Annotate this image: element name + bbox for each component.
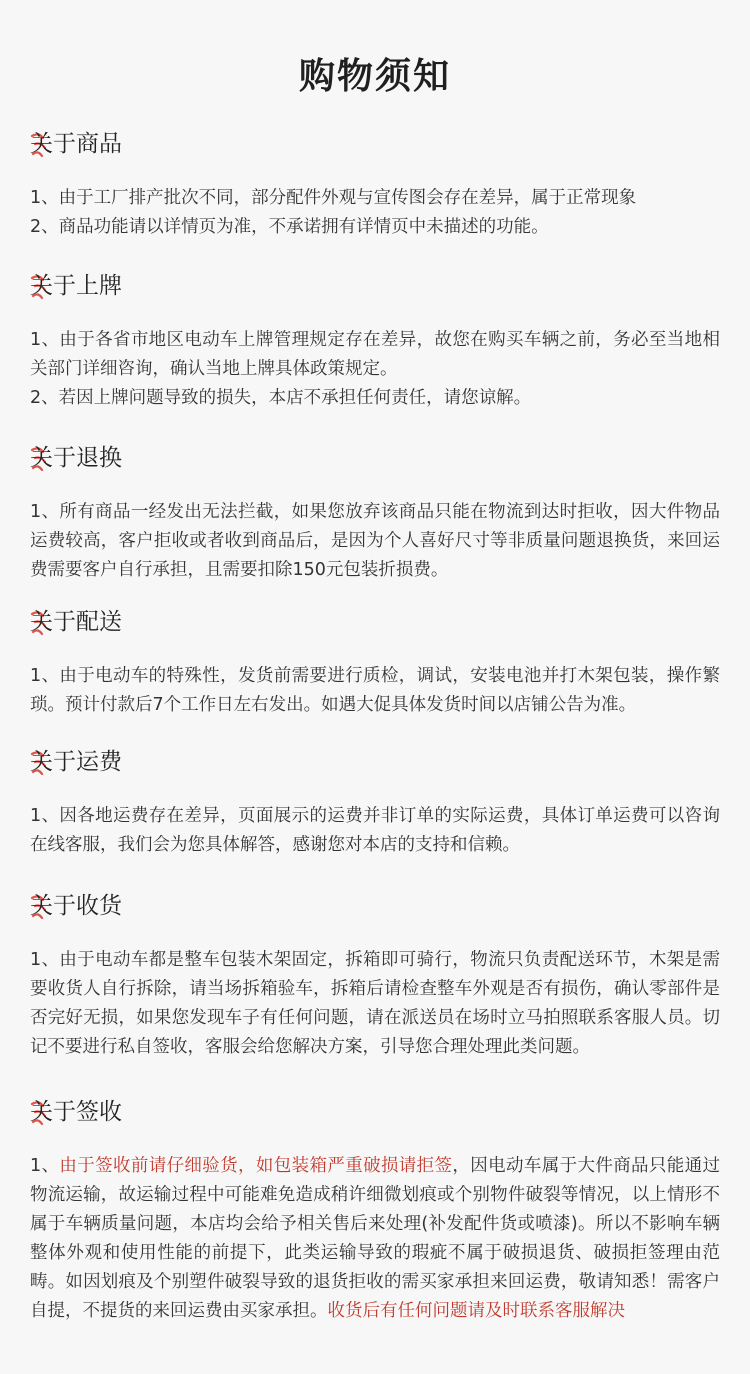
paragraph: 1、由于电动车的特殊性，发货前需要进行质检，调试，安装电池并打木架包装，操作繁琐。预计付款后7个工作日左右发出。如遇大促具体发货时间以店铺公告为准。	[30, 666, 720, 715]
paragraph: 2、若因上牌问题导致的损失，本店不承担任何责任，请您谅解。	[30, 388, 532, 408]
section-heading	[30, 746, 720, 778]
section-heading	[30, 606, 720, 638]
section-license	[30, 270, 720, 413]
paragraph: 1、由于工厂排产批次不同，部分配件外观与宣传图会存在差异，属于正常现象	[30, 188, 637, 208]
section-signing	[30, 1096, 720, 1326]
section-heading	[30, 442, 720, 474]
section-returns	[30, 442, 720, 585]
paragraph	[30, 1152, 720, 1326]
section-heading-text: 关于上牌	[30, 273, 122, 299]
section-heading-text: 关于商品	[30, 131, 122, 157]
section-heading-text: 关于收货	[30, 893, 122, 919]
section-heading-text: 关于签收	[30, 1099, 122, 1125]
paragraph: 1、由于电动车都是整车包装木架固定，拆箱即可骑行，物流只负责配送环节，木架是需要收货人自行拆除，请当场拆箱验车，拆箱后请检查整车外观是否有损伤，确认零部件是否完好无损，如果您发现车子有任何问题，请在派送员在场时立马拍照联系客服人员。切记不要进行私自签收，客服会给您解决方案，引导您合理处理此类问题。	[30, 950, 720, 1057]
section-heading	[30, 128, 720, 160]
section-heading-text: 关于运费	[30, 749, 122, 775]
section-heading-text: 关于配送	[30, 609, 122, 635]
section-receipt	[30, 890, 720, 1062]
section-goods	[30, 128, 720, 242]
section-heading	[30, 270, 720, 302]
section-shipping-fee	[30, 746, 720, 860]
sign-prefix: 1、	[30, 1156, 60, 1176]
highlight-contact: 收货后有任何问题请及时联系客服解决	[327, 1301, 625, 1321]
section-heading	[30, 1096, 720, 1128]
highlight-warning: 由于签收前请仔细验货，如包装箱严重破损请拒签	[59, 1156, 453, 1176]
page-title: 购物须知	[298, 56, 451, 97]
paragraph: 2、商品功能请以详情页为准，不承诺拥有详情页中未描述的功能。	[30, 217, 549, 237]
paragraph: 1、由于各省市地区电动车上牌管理规定存在差异，故您在购买车辆之前，务必至当地相关部门详细咨询，确认当地上牌具体政策规定。	[30, 330, 720, 379]
section-heading	[30, 890, 720, 922]
section-delivery	[30, 606, 720, 720]
sign-body: ，因电动车属于大件商品只能通过物流运输，故运输过程中可能难免造成稍许细微划痕或个别物件破裂等情况，以上情形不属于车辆质量问题，本店均会给予相关售后来处理(补发配件货或喷漆)。所以不影响车辆整体外观和使用性能的前提下，此类运输导致的瑕疵不属于破损退货、破损拒签理由范畴。如因划痕及个别塑件破裂导致的退货拒收的需买家承担来回运费，敬请知悉！需客户自提，不提货的来回运费由买家承担。	[30, 1156, 721, 1321]
paragraph: 1、因各地运费存在差异，页面展示的运费并非订单的实际运费，具体订单运费可以咨询在线客服，我们会为您具体解答，感谢您对本店的支持和信赖。	[30, 806, 720, 855]
section-heading-text: 关于退换	[30, 445, 122, 471]
paragraph: 1、所有商品一经发出无法拦截，如果您放弃该商品只能在物流到达时拒收，因大件物品运费较高，客户拒收或者收到商品后，是因为个人喜好尺寸等非质量问题退换货，来回运费需要客户自行承担，且需要扣除150元包装折损费。	[30, 502, 720, 580]
